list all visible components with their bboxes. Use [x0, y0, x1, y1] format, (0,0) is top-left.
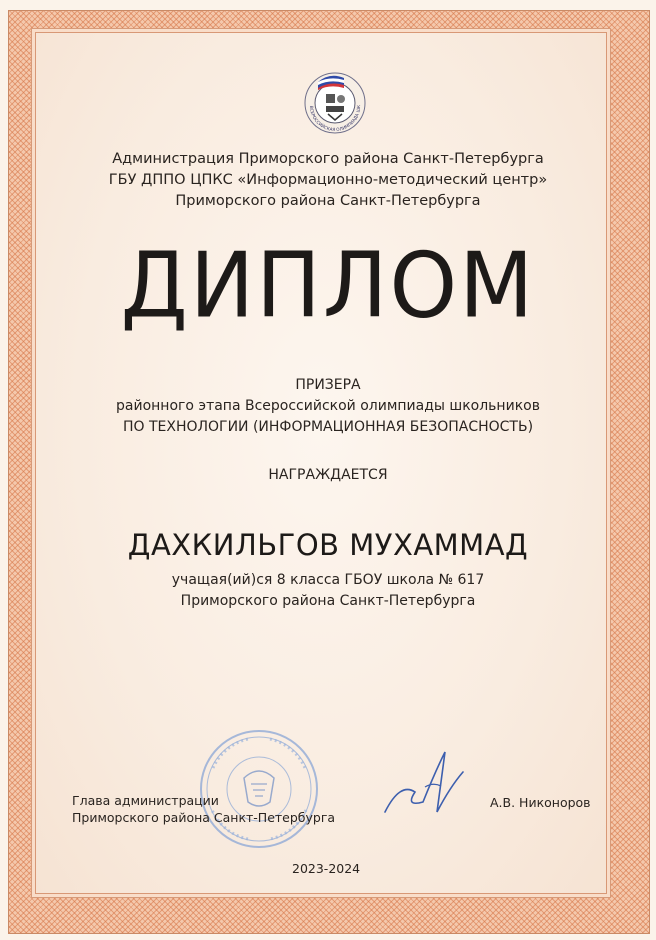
academic-year: 2023-2024	[292, 861, 361, 876]
award-rank: ПРИЗЕРА	[295, 377, 361, 393]
handwritten-signature-icon	[375, 742, 475, 822]
organizer-line-3: Приморского района Санкт-Петербурга	[175, 193, 481, 209]
olympiad-emblem-icon	[300, 68, 370, 138]
awarded-caption: НАГРАЖДАЕТСЯ	[268, 467, 388, 483]
signatory-position-line-2: Приморского района Санкт-Петербурга	[72, 810, 336, 825]
olympiad-subject: ПО ТЕХНОЛОГИИ (ИНФОРМАЦИОННАЯ БЕЗОПАСНОСТЬ)	[122, 419, 534, 435]
svg-text:ВСЕРОССИЙСКАЯ ОЛИМПИАДА ШКОЛЬН: ВСЕРОССИЙСКАЯ ОЛИМПИАДА ШК	[307, 105, 363, 134]
recipient-name: ДАХКИЛЬГОВ МУХАММАД	[127, 528, 529, 562]
organizer-line-2: ГБУ ДППО ЦПКС «Информационно-методический центр»	[108, 172, 548, 188]
diploma-title: ДИПЛОМ	[120, 233, 536, 339]
olympiad-stage: районного этапа Всероссийской олимпиады школьников	[116, 398, 540, 414]
recipient-district: Приморского района Санкт-Петербурга	[180, 593, 476, 609]
recipient-school: учащая(ий)ся 8 класса ГБОУ школа № 617	[171, 572, 485, 588]
organizer-line-1: Администрация Приморского района Санкт-Петербурга	[112, 151, 544, 167]
official-seal-icon	[198, 728, 320, 850]
signatory-position-line-1: Глава администрации	[72, 793, 219, 808]
signatory-name: А.В. Никоноров	[490, 795, 591, 810]
